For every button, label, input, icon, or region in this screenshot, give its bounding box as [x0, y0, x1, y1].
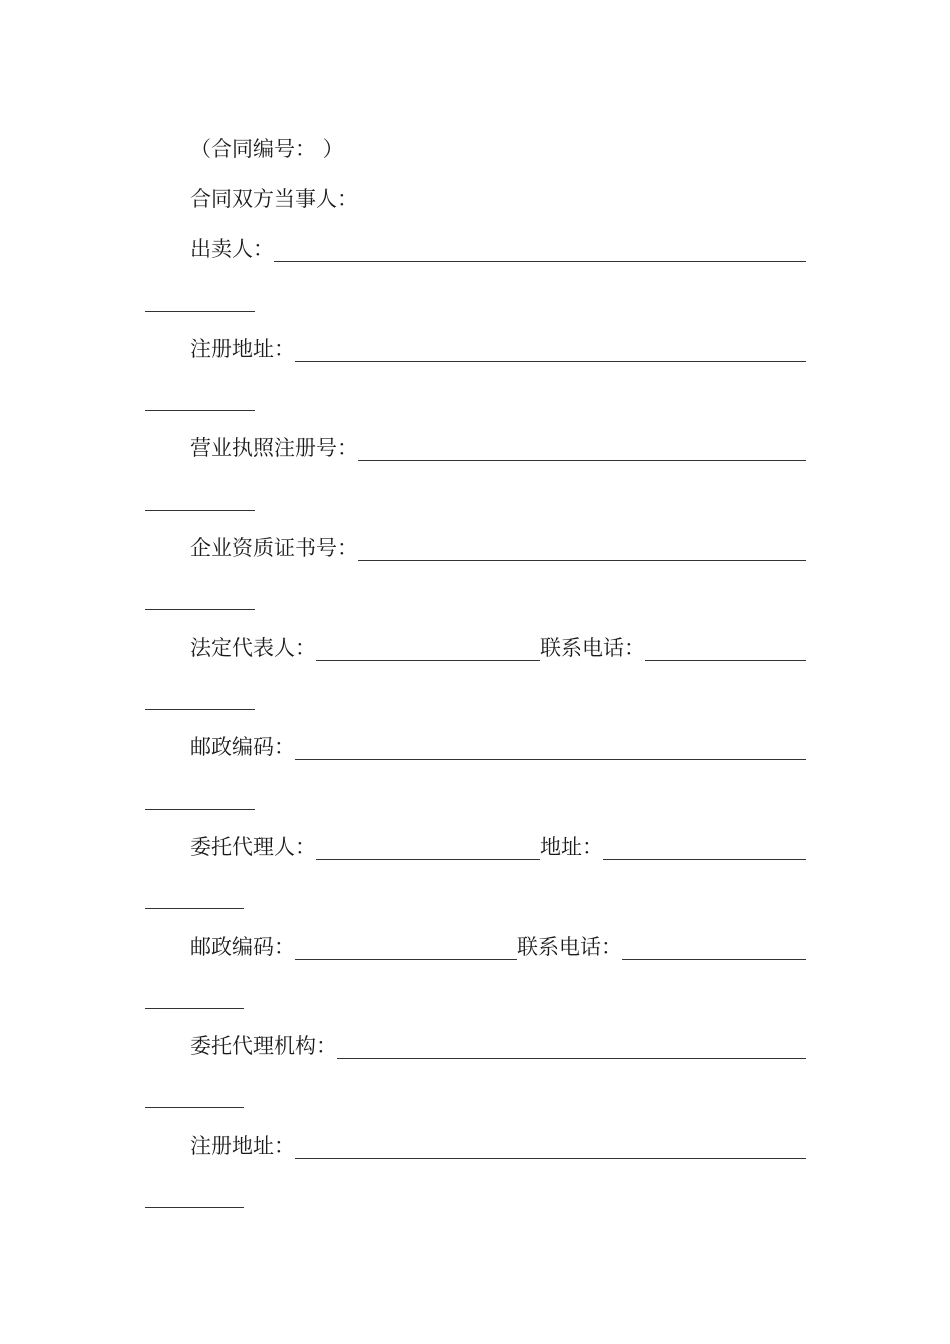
postcode-label: 邮政编码： — [190, 735, 295, 759]
parties-heading: 合同双方当事人： — [190, 187, 358, 211]
agency-reg-address-field — [190, 1133, 806, 1163]
contract-number-line — [190, 136, 806, 166]
postcode-blank-continuation[interactable] — [145, 808, 255, 810]
qualification-cert-label: 企业资质证书号： — [190, 536, 358, 560]
reg-address-label: 注册地址： — [190, 337, 295, 361]
postcode-phone-field — [190, 934, 806, 964]
agency-blank-continuation[interactable] — [145, 1106, 244, 1108]
reg-address-blank-continuation[interactable] — [145, 409, 255, 411]
postcode-blank[interactable] — [295, 758, 806, 760]
contact-phone-label: 联系电话： — [540, 636, 645, 660]
seller-field — [190, 236, 806, 266]
qualification-cert-blank[interactable] — [358, 559, 806, 561]
agency-reg-address-blank[interactable] — [295, 1157, 806, 1159]
parties-heading-line — [190, 186, 806, 216]
contact-phone-blank[interactable] — [645, 659, 806, 661]
contact-phone-blank-continuation[interactable] — [145, 708, 255, 710]
contract-number-text: （合同编号： ） — [190, 137, 344, 161]
business-license-blank-continuation[interactable] — [145, 509, 255, 511]
business-license-field — [190, 435, 806, 465]
postcode-field — [190, 734, 806, 764]
business-license-label: 营业执照注册号： — [190, 436, 358, 460]
agent-blank[interactable] — [316, 858, 540, 860]
seller-blank[interactable] — [274, 260, 806, 262]
address-blank-continuation[interactable] — [145, 907, 244, 909]
contact-phone-blank-2[interactable] — [622, 958, 806, 960]
qualification-cert-field — [190, 535, 806, 565]
contact-phone-label-2: 联系电话： — [517, 935, 622, 959]
agency-field — [190, 1033, 806, 1063]
agent-label: 委托代理人： — [190, 835, 316, 859]
postcode-blank-2[interactable] — [295, 958, 517, 960]
legal-rep-field — [190, 635, 806, 665]
agency-label: 委托代理机构： — [190, 1034, 337, 1058]
agent-field — [190, 834, 806, 864]
seller-label: 出卖人： — [190, 237, 274, 261]
reg-address-field — [190, 336, 806, 366]
legal-rep-blank[interactable] — [316, 659, 540, 661]
seller-blank-continuation[interactable] — [145, 310, 255, 312]
agency-reg-address-label: 注册地址： — [190, 1134, 295, 1158]
business-license-blank[interactable] — [358, 459, 806, 461]
address-blank[interactable] — [603, 858, 806, 860]
agency-blank[interactable] — [337, 1057, 806, 1059]
agency-reg-address-blank-continuation[interactable] — [145, 1206, 244, 1208]
contact-phone-blank-2-continuation[interactable] — [145, 1007, 244, 1009]
legal-rep-label: 法定代表人： — [190, 636, 316, 660]
address-label: 地址： — [540, 835, 603, 859]
reg-address-blank[interactable] — [295, 360, 806, 362]
postcode-label-2: 邮政编码： — [190, 935, 295, 959]
qualification-cert-blank-continuation[interactable] — [145, 608, 255, 610]
